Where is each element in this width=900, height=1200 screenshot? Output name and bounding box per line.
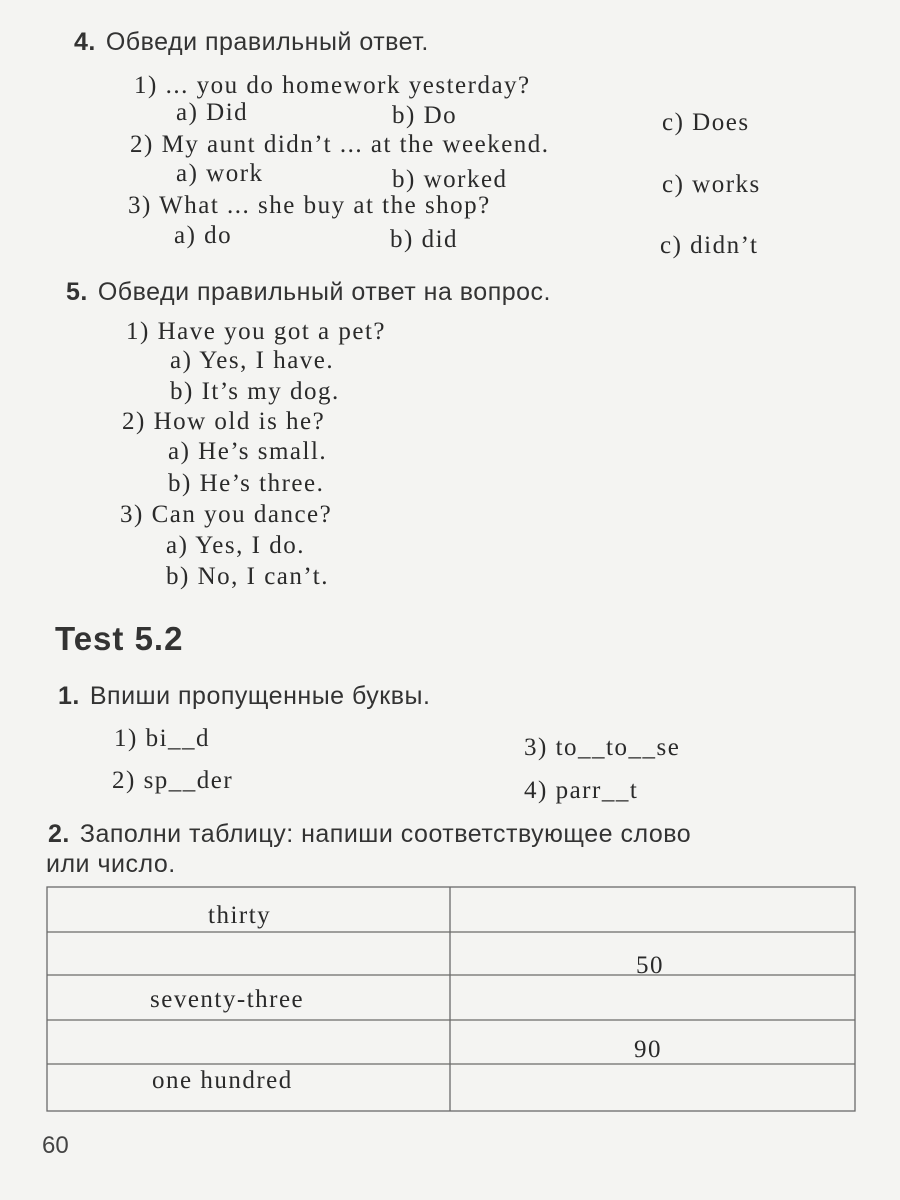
task-5-title <box>66 278 551 307</box>
table-answer-cell-row-5[interactable] <box>452 1066 852 1109</box>
fill-letters-item-3[interactable]: 3) to__to__se <box>524 734 681 761</box>
item-number: 3) <box>120 501 144 528</box>
test-task-1-instruction: Впиши пропущенные буквы. <box>89 682 431 710</box>
task-5-item-2 <box>122 408 325 436</box>
table-cell-word-row-3: seventy-three <box>150 986 305 1013</box>
task-5-item-2-option-b[interactable]: b) He’s three. <box>168 470 325 497</box>
test-task-2-title-line-1 <box>48 820 691 849</box>
task-4-instruction: Обведи правильный ответ. <box>105 28 429 56</box>
task-5-item-1-option-a[interactable]: a) Yes, I have. <box>170 347 335 374</box>
item-number: 3) <box>128 192 152 219</box>
item-number: 1) <box>134 72 158 99</box>
page-number: 60 <box>42 1132 69 1159</box>
task-4-item-1-option-b[interactable]: b) Do <box>392 102 458 129</box>
test-task-1-title <box>58 682 430 711</box>
task-5-item-3-option-b[interactable]: b) No, I can’t. <box>166 563 329 590</box>
task-4-item-3-option-c[interactable]: c) didn’t <box>660 232 759 259</box>
task-4-number: 4. <box>74 28 96 56</box>
table-cell-word-row-1: thirty <box>208 902 272 929</box>
fill-letters-item-2[interactable]: 2) sp__der <box>112 767 234 794</box>
table-answer-cell-row-2[interactable] <box>49 934 447 974</box>
task-5-item-1-option-b[interactable]: b) It’s my dog. <box>170 378 340 405</box>
fill-letters-item-4[interactable]: 4) parr__t <box>524 777 639 804</box>
task-5-item-3-option-a[interactable]: a) Yes, I do. <box>166 532 305 559</box>
item-number: 1) <box>126 318 150 345</box>
number-table <box>46 886 856 1112</box>
fill-letters-item-1[interactable]: 1) bi__d <box>114 725 211 752</box>
task-4-item-2 <box>130 131 550 159</box>
item-text: My aunt didn’t ... at the weekend. <box>161 131 550 158</box>
task-5-item-1 <box>126 318 386 346</box>
test-task-1-number: 1. <box>58 682 80 710</box>
table-cell-number-row-4: 90 <box>634 1036 662 1063</box>
task-4-item-2-option-c[interactable]: c) works <box>662 171 761 198</box>
test-task-2-number: 2. <box>48 820 70 848</box>
item-number: 2) <box>122 408 146 435</box>
test-heading: Test 5.2 <box>55 620 184 657</box>
table-cell-number-row-2: 50 <box>636 952 664 979</box>
item-text: How old is he? <box>153 408 326 435</box>
task-5-item-3 <box>120 501 332 529</box>
item-text: Have you got a pet? <box>157 318 387 345</box>
table-answer-cell-row-3[interactable] <box>452 977 852 1019</box>
item-text: What ... she buy at the shop? <box>159 192 491 219</box>
task-4-item-1-option-c[interactable]: c) Does <box>662 109 750 136</box>
task-4-item-2-option-a[interactable]: a) work <box>176 160 264 187</box>
item-text: ... you do homework yesterday? <box>165 72 531 99</box>
test-task-2-title-line-2: или число. <box>46 850 176 878</box>
table-answer-cell-row-1[interactable] <box>452 889 852 931</box>
table-answer-cell-row-4[interactable] <box>49 1022 447 1063</box>
task-4-item-1-option-a[interactable]: a) Did <box>176 99 249 126</box>
task-5-instruction: Обведи правильный ответ на вопрос. <box>97 278 551 306</box>
task-4-title <box>74 28 429 57</box>
test-task-2-instruction: Заполни таблицу: напиши соответствующее слово <box>79 820 692 848</box>
task-5-item-2-option-a[interactable]: a) He’s small. <box>168 438 328 465</box>
table-cell-word-row-5: one hundred <box>152 1067 293 1094</box>
task-4-item-3 <box>128 192 491 220</box>
task-4-item-2-option-b[interactable]: b) worked <box>392 166 508 193</box>
task-4-item-1 <box>134 72 531 100</box>
task-4-item-3-option-b[interactable]: b) did <box>390 226 459 253</box>
item-text: Can you dance? <box>151 501 333 528</box>
task-4-item-3-option-a[interactable]: a) do <box>174 222 233 249</box>
task-5-number: 5. <box>66 278 88 306</box>
item-number: 2) <box>130 131 154 158</box>
